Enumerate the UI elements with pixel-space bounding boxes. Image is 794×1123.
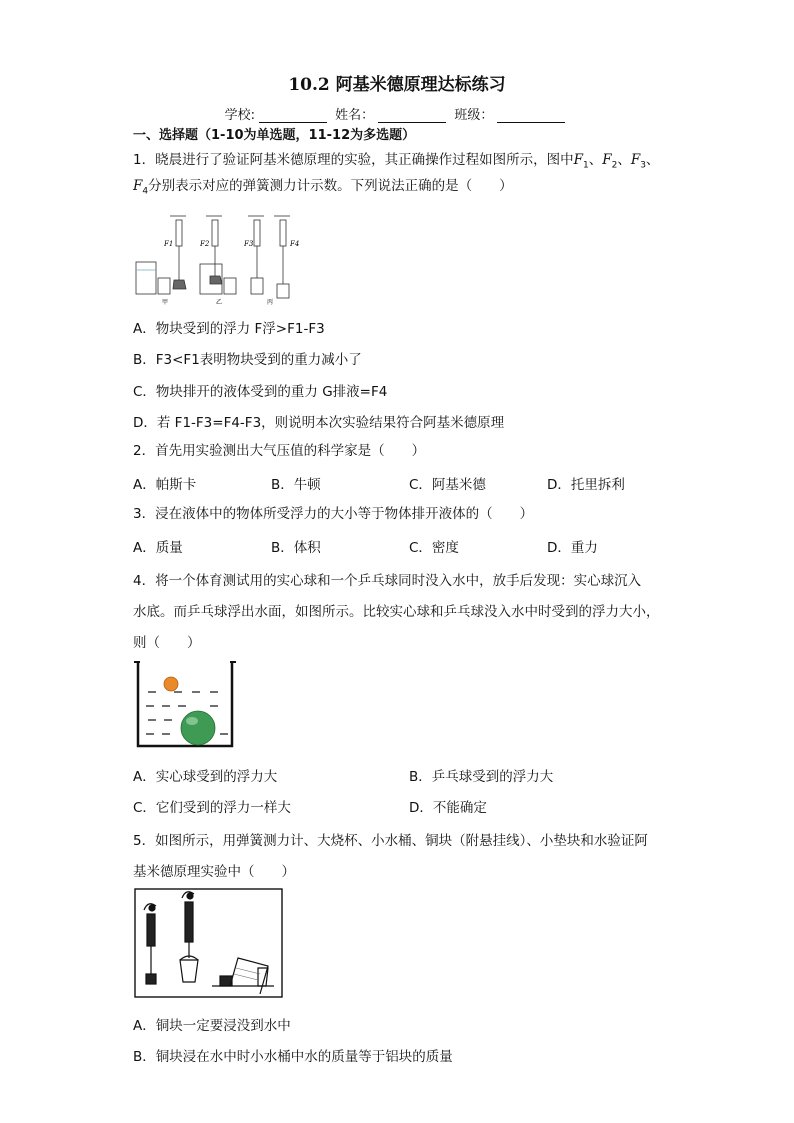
q1-option-b[interactable]: B．F3<F1表明物块受到的重力减小了 (133, 352, 362, 368)
name-label: 姓名： (335, 108, 375, 123)
object-2 (210, 276, 222, 284)
sep: 、 (617, 152, 631, 168)
q5-line-1: 5．如图所示，用弹簧测力计、大烧杯、小水桶、铜块（附悬挂线）、小垫块和水验证阿 (133, 833, 648, 849)
q2-option-a[interactable]: A．帕斯卡 (133, 477, 197, 493)
q3-option-b[interactable]: B．体积 (271, 540, 321, 556)
spring-scale-1 (176, 220, 182, 246)
solid-ball (181, 711, 215, 745)
bucket-3 (251, 278, 263, 294)
q4-option-c[interactable]: C．它们受到的浮力一样大 (133, 800, 291, 816)
q2-option-b[interactable]: B．牛顿 (271, 477, 321, 493)
spring-scale-b (185, 902, 193, 942)
q4-option-d[interactable]: D．不能确定 (409, 800, 487, 816)
sub-2: 2 (611, 160, 618, 171)
var-f: F (573, 152, 583, 168)
big-beaker (230, 958, 268, 994)
q1-option-c[interactable]: C．物块排开的液体受到的重力 G排液=F4 (133, 384, 388, 400)
var-f: F (133, 177, 143, 194)
q5-option-b[interactable]: B．铜块浸在水中时小水桶中水的质量等于铝块的质量 (133, 1049, 453, 1065)
sub-3: 3 (640, 160, 646, 171)
f4-label: F4 (290, 240, 300, 248)
page-title: 10.2 阿基米德原理达标练习 (288, 75, 506, 95)
sub-4: 4 (142, 186, 149, 197)
q1-stem-part-a: 1．晓晨进行了验证阿基米德原理的实验，其正确操作过程如图所示，图中 (133, 152, 574, 168)
caption-bing: 丙 (267, 299, 274, 306)
small-cup-1 (158, 278, 170, 294)
ping-pong-ball (164, 677, 178, 691)
q2-option-c[interactable]: C．阿基米德 (409, 477, 486, 493)
caption-jia: 甲 (162, 299, 169, 306)
sep: 、 (645, 152, 660, 168)
sub-1: 1 (582, 160, 589, 171)
student-info-line (0, 104, 794, 123)
caption-yi: 乙 (216, 299, 223, 306)
q5-option-a[interactable]: A．铜块一定要浸没到水中 (133, 1018, 291, 1034)
sep: 、 (588, 152, 603, 168)
q5-figure (134, 888, 284, 1000)
name-blank[interactable] (378, 110, 446, 123)
q3-option-a[interactable]: A．质量 (133, 540, 183, 556)
copper-block-a (146, 974, 156, 984)
spring-scale-a (147, 914, 155, 946)
question-5-stem (133, 826, 663, 888)
q4-option-a[interactable]: A．实心球受到的浮力大 (133, 769, 278, 785)
q4-figure (134, 660, 236, 750)
object-1 (173, 280, 186, 289)
q1-option-a[interactable]: A．物块受到的浮力 F浮>F1-F3 (133, 321, 325, 337)
q4-option-b[interactable]: B．乒乓球受到的浮力大 (409, 769, 554, 785)
q3-option-d[interactable]: D．重力 (547, 540, 598, 556)
question-3-stem: 3．浸在液体中的物体所受浮力的大小等于物体排开液体的（ ） (133, 506, 534, 522)
overflow-beaker-1 (136, 262, 156, 294)
q5-line-2: 基米德原理实验中（ ） (133, 864, 295, 880)
q1-option-d[interactable]: D．若 F1-F3=F4-F3，则说明本次实验结果符合阿基米德原理 (133, 415, 505, 431)
q2-option-d[interactable]: D．托里拆利 (547, 477, 625, 493)
q4-line-3: 则（ ） (133, 635, 201, 651)
f1-label: F1 (164, 240, 174, 248)
section-heading: 一、选择题（1-10为单选题，11-12为多选题） (133, 128, 416, 143)
q1-stem-part-b: 分别表示对应的弹簧测力计示数。下列说法正确的是（ ） (148, 177, 513, 194)
school-blank[interactable] (259, 110, 327, 123)
bucket-4 (277, 284, 289, 298)
figure-frame (135, 889, 282, 997)
school-label: 学校: (224, 108, 256, 123)
question-2-stem: 2．首先用实验测出大气压值的科学家是（ ） (133, 443, 426, 459)
q4-line-2: 水底。而乒乓球浮出水面，如图所示。比较实心球和乒乓球没入水中时受到的浮力大小， (133, 604, 660, 620)
f3-label: F3 (244, 240, 254, 248)
q4-line-1: 4．将一个体育测试用的实心球和一个乒乓球同时没入水中，放手后发现：实心球沉入 (133, 573, 642, 589)
class-label: 班级： (454, 108, 494, 123)
spring-scale-4 (280, 220, 286, 246)
question-4-stem (133, 566, 663, 659)
small-bucket (180, 960, 198, 982)
var-f: F (630, 152, 641, 168)
small-cup-2 (224, 278, 236, 294)
question-1-stem (133, 150, 663, 201)
spring-scale-3 (254, 220, 260, 246)
f2-label: F2 (200, 240, 210, 248)
q3-option-c[interactable]: C．密度 (409, 540, 459, 556)
spring-scale-2 (212, 220, 218, 246)
var-f: F (602, 152, 612, 168)
q1-figure (134, 214, 304, 306)
class-blank[interactable] (497, 110, 565, 123)
